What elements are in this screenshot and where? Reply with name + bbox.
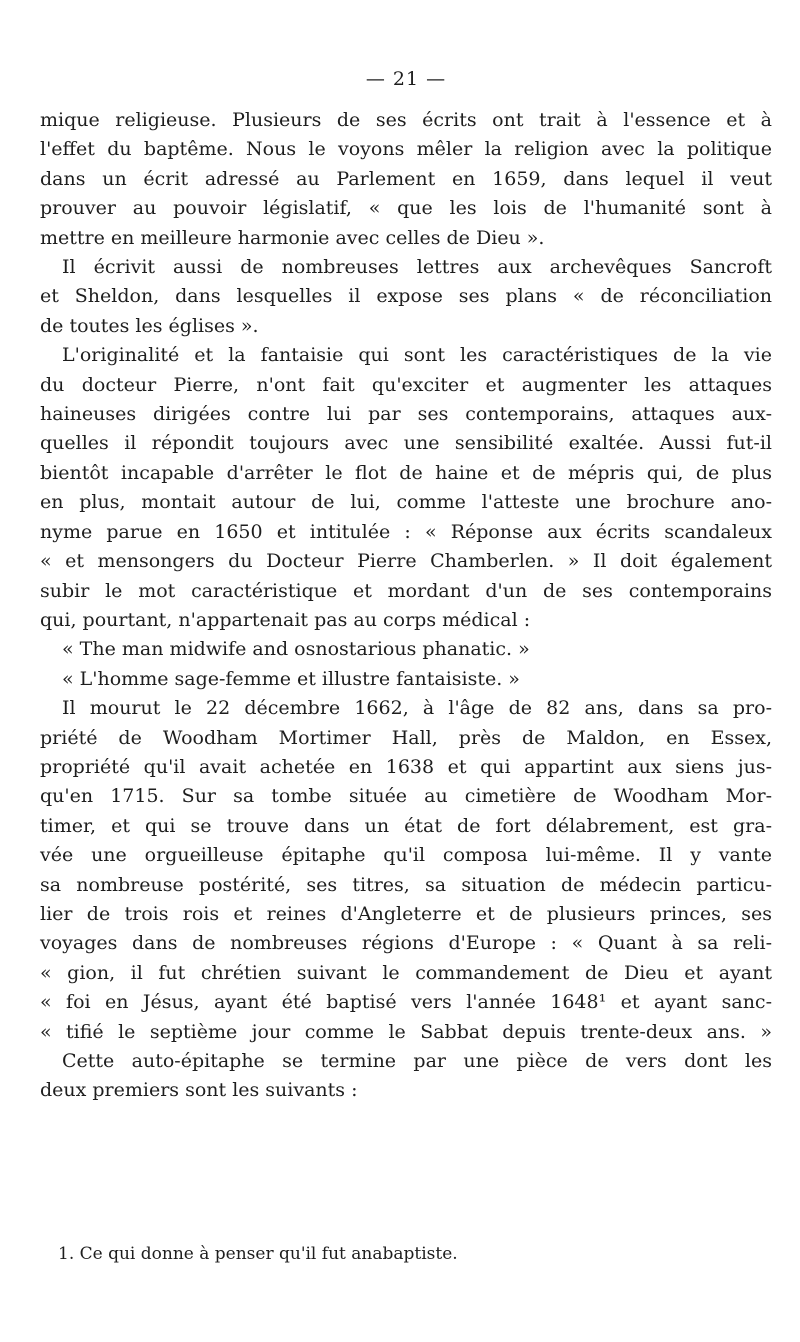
text-line: « et mensongers du Docteur Pierre Chamberlen. » Il doit également <box>40 550 772 573</box>
text-line: voyages dans de nombreuses régions d'Europe : « Quant à sa reli- <box>40 932 772 955</box>
text-line: L'originalité et la fantaisie qui sont les caractéristiques de la vie <box>62 344 772 367</box>
text-line: Cette auto-épitaphe se termine par une pièce de vers dont les <box>62 1050 772 1072</box>
text-line: l'effet du baptême. Nous le voyons mêler la religion avec la politique <box>40 138 772 161</box>
text-line: prouver au pouvoir législatif, « que les lois de l'humanité sont à <box>40 197 772 220</box>
text-line: priété de Woodham Mortimer Hall, près de Maldon, en Essex, <box>40 726 772 749</box>
text-line: propriété qu'il avait achetée en 1638 et qui appartint aux siens jus- <box>40 755 772 778</box>
text-line: qu'en 1715. Sur sa tombe située au cimetière de Woodham Mor- <box>40 785 772 808</box>
text-line: sa nombreuse postérité, ses titres, sa situation de médecin particu- <box>40 873 772 896</box>
text-line: « tifié le septième jour comme le Sabbat depuis trente-deux ans. » <box>40 1020 772 1043</box>
text-line: mettre en meilleure harmonie avec celles de Dieu ». <box>40 226 545 249</box>
text-line: mique religieuse. Plusieurs de ses écrits ont trait à l'essence et à <box>40 109 772 131</box>
text-line: « foi en Jésus, ayant été baptisé vers l'année 1648¹ et ayant sanc- <box>40 991 772 1014</box>
text-line: en plus, montait autour de lui, comme l'atteste une brochure ano- <box>40 491 772 514</box>
text-line: dans un écrit adressé au Parlement en 1659, dans lequel il veut <box>40 167 772 190</box>
text-line: vée une orgueilleuse épitaphe qu'il composa lui-même. Il y vante <box>40 844 772 867</box>
text-line: quelles il répondit toujours avec une sensibilité exaltée. Aussi fut-il <box>40 432 772 455</box>
page-number: — 21 — <box>365 68 447 90</box>
text-line: timer, et qui se trouve dans un état de fort délabrement, est gra- <box>40 814 772 837</box>
text-line: Il écrivit aussi de nombreuses lettres aux archevêques Sancroft <box>62 256 772 279</box>
text-line: subir le mot caractéristique et mordant d'un de ses contemporains <box>40 579 772 602</box>
text-line: nyme parue en 1650 et intitulée : « Réponse aux écrits scandaleux <box>40 520 772 543</box>
text-line: haineuses dirigées contre lui par ses contemporains, attaques aux- <box>40 403 772 426</box>
text-line: deux premiers sont les suivants : <box>40 1079 358 1102</box>
text-line: qui, pourtant, n'appartenait pas au corps médical : <box>40 608 531 631</box>
text-line: du docteur Pierre, n'ont fait qu'exciter et augmenter les attaques <box>40 373 772 396</box>
text-line: et Sheldon, dans lesquelles il expose ses plans « de réconciliation <box>40 285 772 308</box>
text-line: Il mourut le 22 décembre 1662, à l'âge de 82 ans, dans sa pro- <box>62 697 772 720</box>
document-page <box>40 0 772 1342</box>
body-text <box>40 106 772 1106</box>
quote-line: « L'homme sage-femme et illustre fantaisiste. » <box>62 667 520 690</box>
text-line: « gion, il fut chrétien suivant le commandement de Dieu et ayant <box>40 961 772 984</box>
footnote: 1. Ce qui donne à penser qu'il fut anabaptiste. <box>58 1244 458 1264</box>
text-line: bientôt incapable d'arrêter le flot de haine et de mépris qui, de plus <box>40 461 772 484</box>
text-line: lier de trois rois et reines d'Angleterre et de plusieurs princes, ses <box>40 902 772 925</box>
text-line: de toutes les églises ». <box>40 314 259 337</box>
quote-line: « The man midwife and osnostarious phanatic. » <box>62 638 530 661</box>
